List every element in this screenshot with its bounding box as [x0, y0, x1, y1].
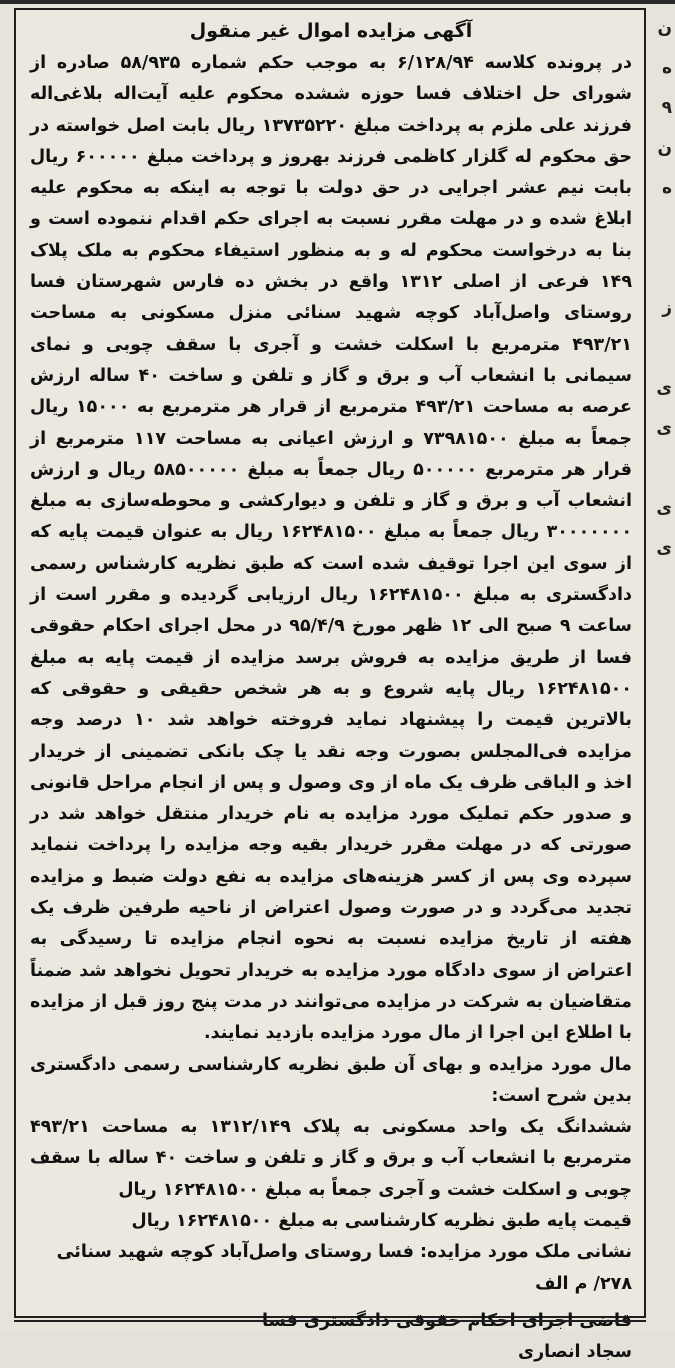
adjacent-fragment	[650, 208, 672, 248]
adjacent-fragment: ی	[656, 418, 672, 438]
adjacent-fragment: ی	[656, 538, 672, 558]
adjacent-fragment: ی	[656, 378, 672, 398]
notice-body: در پرونده کلاسه ۶/۱۲۸/۹۴ به موجب حکم شماره ۵۸/۹۳۵ صادره از شورای حل اختلاف فسا حوزه ششده محکوم علیه آیت‌اله بلاغی‌اله فرزند علی ملزم به پرداخت مبلغ ۱۳۷۳۵۲۲۰ ریال بابت اصل خواسته در حق محکوم له گلزار کاظمی فرزند بهروز و پرداخت مبلغ ۶۰۰۰۰۰ ریال بابت نیم عشر اجرایی در حق دولت با توجه به اینکه به محکوم علیه ابلاغ شده و در مهلت مقرر نسبت به اجرای حکم اقدام ننموده است و بنا به درخواست محکوم له و به منظور استیفاء محکوم به ملک پلاک ۱۴۹ فرعی از اصلی ۱۳۱۲ واقع در بخش ده فارس شهرستان فسا روستای واصل‌آباد کوچه شهید سنائی منزل مسکونی به مساحت ۴۹۳/۲۱ مترمربع با اسکلت خشت و آجری با سقف چوبی و نمای سیمانی با انشعاب آب و برق و گاز و تلفن و ساخت ۴۰ ساله ارزش عرصه به مساحت ۴۹۳/۲۱ مترمربع از قرار هر مترمربع به ۱۵۰۰۰ ریال جمعاً به مبلغ ۷۳۹۸۱۵۰۰ و ارزش اعیانی به مساحت ۱۱۷ مترمربع از قرار هر مترمربع ۵۰۰۰۰۰ ریال جمعاً به مبلغ ۵۸۵۰۰۰۰۰ ریال و ارزش انشعاب آب و برق و گاز و تلفن و دیوارکشی و محوطه‌سازی به مبلغ ۳۰۰۰۰۰۰۰ ریال جمعاً به مبلغ ۱۶۲۴۸۱۵۰۰ ریال به عنوان قیمت پایه که از سوی این اجرا توقیف شده است که طبق نظریه کارشناس رسمی دادگستری به مبلغ ۱۶۲۴۸۱۵۰۰ ریال ارزیابی گردیده و مقرر است از ساعت ۹ صبح الی ۱۲ ظهر مورخ ۹۵/۴/۹ در محل اجرای احکام حقوقی فسا از طریق مزایده به فروش برسد مزایده از قیمت پایه به مبلغ ۱۶۲۴۸۱۵۰۰ ریال پایه شروع و به هر شخص حقیقی و حقوقی که بالاترین قیمت را پیشنهاد نماید فروخته خواهد شد ۱۰ درصد وجه مزایده فی‌المجلس بصورت وجه نقد یا چک بانکی تضمینی از خریدار اخذ و الباقی ظرف یک ماه از وی وصول و پس از انجام مراحل قانونی و صدور حکم تملیک مورد مزایده به نام خریدار منتقل خواهد شد در صورتی که در مهلت مقرر خریدار بقیه وجه مزایده را پرداخت ننماید سپرده وی پس از کسر هزینه‌های مزایده به نفع دولت ضبط و مزایده تجدید می‌گردد و در صورت وصول اعتراض از ناحیه طرفین ظرف یک هفته از تاریخ مزایده نسبت به نحوه انجام مزایده تا رسیدگی به اعتراض از سوی دادگاه مورد مزایده به خریدار تحویل نخواهد شد ضمناً متقاضیان به شرکت در مزایده می‌توانند در مدت پنج روز قبل از مزایده با اطلاع این اجرا از مال مورد مزایده بازدید نمایند.	[30, 53, 633, 1044]
bottom-rule	[14, 1320, 646, 1334]
item-heading: مال مورد مزایده و بهای آن طبق نظریه کارشناسی رسمی دادگستری بدین شرح است:	[30, 1054, 632, 1106]
adjacent-fragment	[650, 448, 672, 488]
property-address: نشانی ملک مورد مزایده: فسا روستای واصل‌آباد کوچه شهید سنائی	[56, 1242, 632, 1263]
base-price: قیمت پایه طبق نظریه کارشناسی به مبلغ ۱۶۲۴۸۱۵۰۰ ریال	[131, 1210, 632, 1231]
adjacent-fragment: ی	[656, 498, 672, 518]
adjacent-fragment: ۹	[661, 98, 672, 118]
item-description: ششدانگ یک واحد مسکونی به پلاک ۱۳۱۲/۱۴۹ به مساحت ۴۹۳/۲۱ مترمربع با انشعاب آب و برق و گاز و تلفن و ساخت ۴۰ ساله با سقف چوبی و اسکلت خشت و آجری جمعاً به مبلغ ۱۶۲۴۸۱۵۰۰ ریال	[30, 1117, 632, 1200]
adjacent-fragment: ز	[662, 298, 672, 318]
adjacent-fragment: ه	[661, 178, 672, 198]
adjacent-fragment: ن	[657, 18, 672, 38]
reference-number: ۲۷۸/ م الف	[535, 1273, 632, 1294]
top-rule	[0, 0, 675, 4]
adjacent-fragment	[650, 328, 672, 368]
adjacent-fragment: ن	[657, 138, 672, 158]
adjacent-fragment: ه	[661, 58, 672, 78]
signatory-name: سجاد انصاری	[518, 1341, 632, 1362]
auction-notice	[14, 8, 646, 1362]
adjacent-fragment	[650, 248, 672, 288]
notice-title: آگهی مزایده اموال غیر منقول	[189, 20, 473, 42]
signatory-title: قاضی اجرای احکام حقوقی دادگستری فسا	[261, 1310, 632, 1331]
adjacent-column-fragment	[650, 8, 672, 1318]
